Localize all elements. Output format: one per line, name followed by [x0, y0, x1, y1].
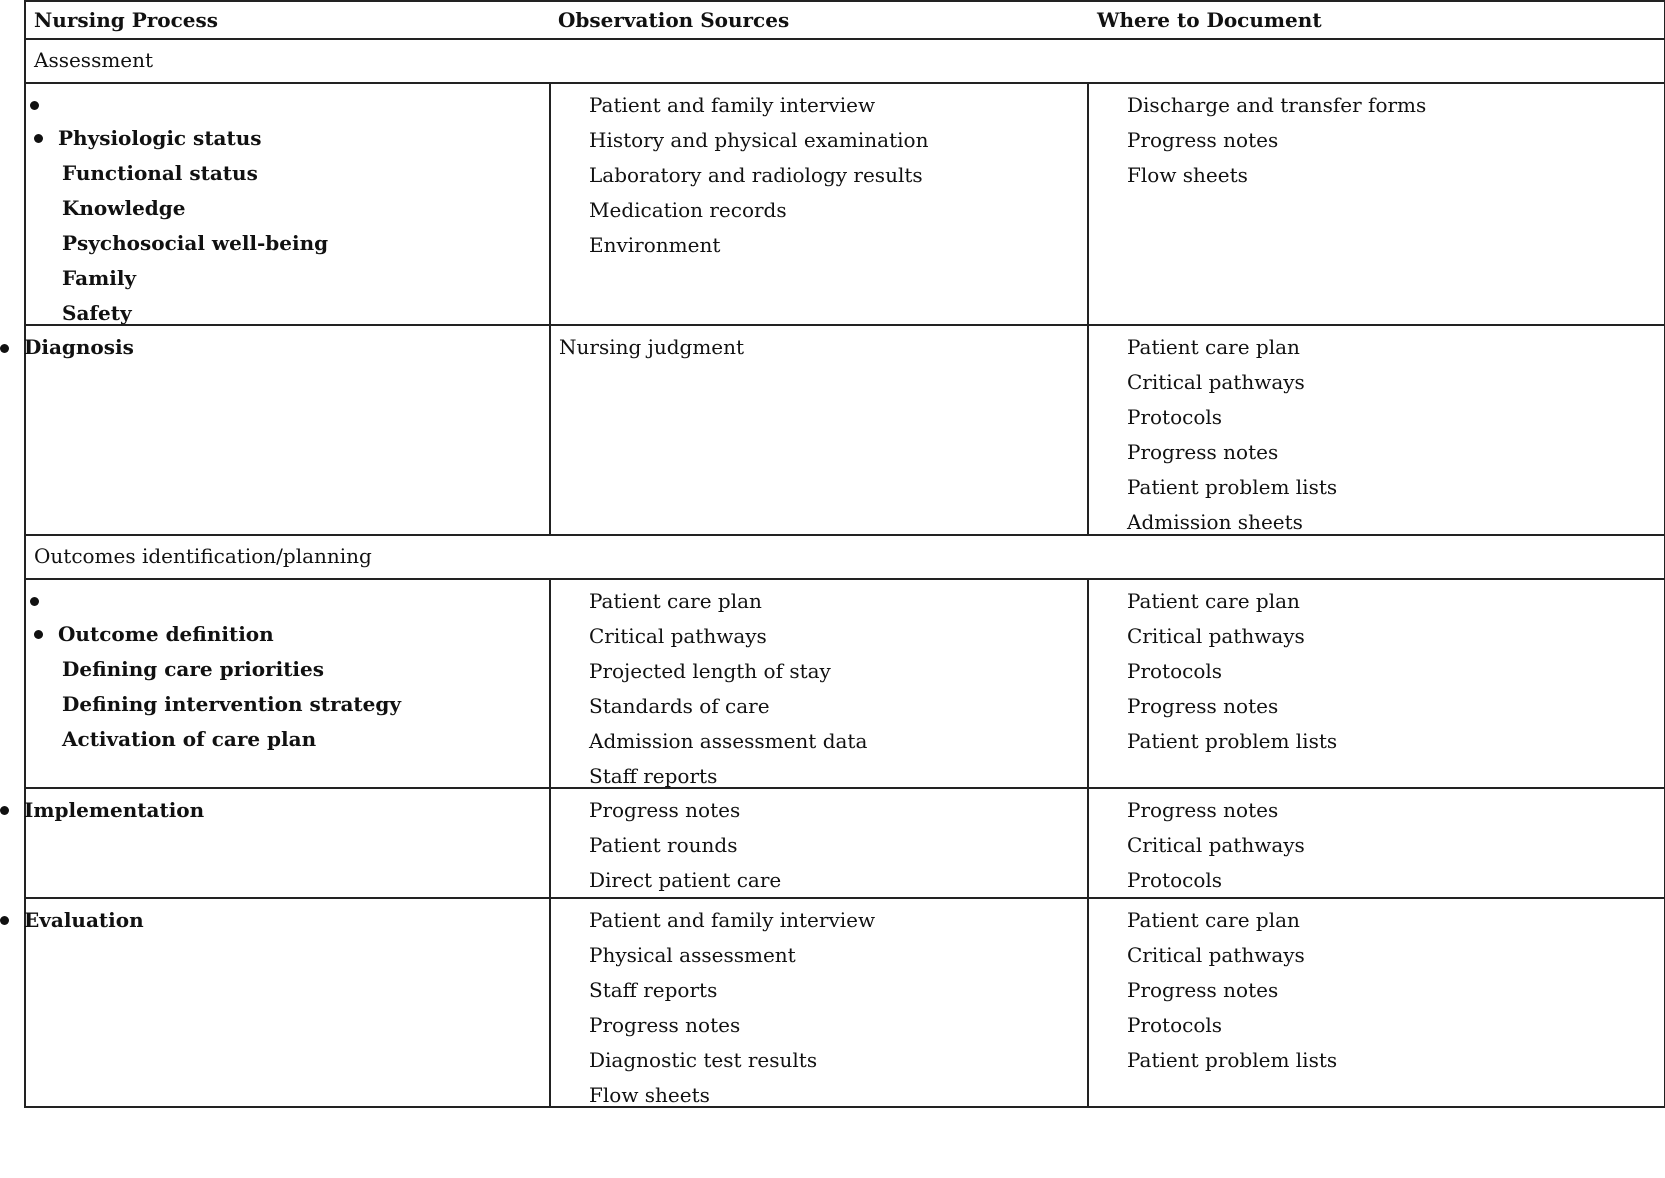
list-item: Physical assessment: [589, 943, 796, 967]
list-item: Patient care plan: [1127, 908, 1300, 932]
planning-process-list: [58, 617, 401, 757]
list-item: Patient care plan: [589, 589, 762, 613]
list-item: Defining intervention strategy: [62, 692, 402, 716]
list-item: History and physical examination: [589, 128, 929, 152]
list-item: Laboratory and radiology results: [589, 163, 923, 187]
list-item: Direct patient care: [589, 868, 782, 892]
list-item: Physiologic status: [58, 126, 262, 150]
list-item: Diagnostic test results: [589, 1048, 818, 1072]
list-item: Patient problem lists: [1127, 475, 1338, 499]
list-item: Protocols: [1127, 659, 1223, 683]
list-item: Progress notes: [589, 1013, 741, 1037]
list-item: Progress notes: [1127, 978, 1279, 1002]
list-item: Patient and family interview: [589, 93, 876, 117]
list-item: Protocols: [1127, 868, 1223, 892]
diagnosis-row: [24, 326, 1665, 534]
table-header-row: [24, 0, 1665, 40]
assessment-row: [24, 84, 1665, 324]
bullet-evaluation: [0, 916, 9, 925]
implementation-documents-list: [1127, 793, 1305, 898]
list-item: Medication records: [589, 198, 787, 222]
list-item: Defining care priorities: [62, 657, 325, 681]
list-item: Environment: [589, 233, 721, 257]
list-item: Progress notes: [1127, 694, 1279, 718]
list-item: Progress notes: [1127, 798, 1279, 822]
header-where-to-document: Where to Document: [1097, 8, 1322, 32]
assessment-process-list: [58, 121, 328, 331]
list-item: Activation of care plan: [62, 727, 317, 751]
implementation-sources-list: [589, 793, 781, 898]
diagnosis-source: Nursing judgment: [559, 335, 745, 359]
evaluation-row: [24, 899, 1665, 1106]
list-item: Functional status: [62, 161, 258, 185]
bullet-icon: [30, 597, 39, 606]
evaluation-documents-list: [1127, 903, 1337, 1078]
list-item: Discharge and transfer forms: [1127, 93, 1427, 117]
implementation-label: Implementation: [24, 798, 205, 822]
bullet-icon: [34, 630, 43, 639]
assessment-sources-list: [589, 88, 928, 263]
list-item: Critical pathways: [589, 624, 767, 648]
list-item: Critical pathways: [1127, 370, 1305, 394]
list-item: Staff reports: [589, 978, 718, 1002]
assessment-documents-list: [1127, 88, 1426, 193]
evaluation-label: Evaluation: [24, 908, 144, 932]
list-item: Safety: [62, 301, 132, 325]
bullet-icon: [34, 134, 43, 143]
planning-sources-list: [589, 584, 867, 794]
list-item: Patient care plan: [1127, 335, 1300, 359]
implementation-row: [24, 789, 1665, 897]
list-item: Critical pathways: [1127, 833, 1305, 857]
list-item: Protocols: [1127, 405, 1223, 429]
list-item: Patient rounds: [589, 833, 738, 857]
planning-row: [24, 580, 1665, 787]
list-item: Standards of care: [589, 694, 770, 718]
assessment-label: Assessment: [34, 48, 154, 72]
list-item: Psychosocial well-being: [62, 231, 329, 255]
list-item: Outcome definition: [58, 622, 274, 646]
list-item: Progress notes: [1127, 128, 1279, 152]
list-item: Flow sheets: [1127, 163, 1248, 187]
diagnosis-documents-list: [1127, 330, 1337, 540]
planning-documents-list: [1127, 584, 1337, 759]
list-item: Patient and family interview: [589, 908, 876, 932]
section-label-planning: [24, 536, 1665, 578]
bullet-implementation: [0, 806, 9, 815]
diagnosis-label: Diagnosis: [24, 335, 134, 359]
list-item: Knowledge: [62, 196, 186, 220]
list-item: Patient problem lists: [1127, 729, 1338, 753]
list-item: Protocols: [1127, 1013, 1223, 1037]
bullet-diagnosis: [0, 344, 9, 353]
list-item: Progress notes: [589, 798, 741, 822]
list-item: Critical pathways: [1127, 943, 1305, 967]
list-item: Admission assessment data: [589, 729, 868, 753]
list-item: Projected length of stay: [589, 659, 831, 683]
planning-label: Outcomes identification/planning: [34, 544, 372, 568]
header-observation-sources: Observation Sources: [558, 8, 790, 32]
list-item: Progress notes: [1127, 440, 1279, 464]
list-item: Critical pathways: [1127, 624, 1305, 648]
section-label-assessment: [24, 40, 1665, 82]
list-item: Admission sheets: [1127, 510, 1303, 534]
list-item: Flow sheets: [589, 1083, 710, 1107]
list-item: Staff reports: [589, 764, 718, 788]
list-item: Patient problem lists: [1127, 1048, 1338, 1072]
list-item: Family: [62, 266, 137, 290]
nursing-process-table: [24, 0, 1665, 1178]
header-nursing-process: Nursing Process: [34, 8, 219, 32]
bullet-icon: [30, 101, 39, 110]
evaluation-sources-list: [589, 903, 875, 1113]
list-item: Patient care plan: [1127, 589, 1300, 613]
